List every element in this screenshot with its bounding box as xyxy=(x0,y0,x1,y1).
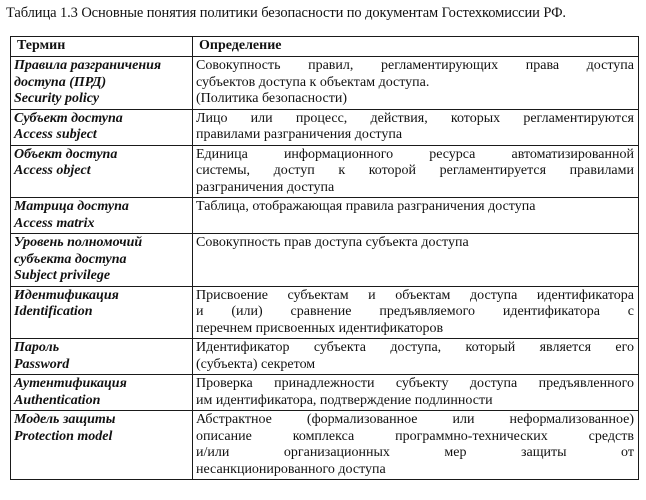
header-definition: Определение xyxy=(193,37,639,57)
definition-line: правилами разграничения доступа xyxy=(196,127,403,142)
definition-line: перечнем присвоенных идентификаторов xyxy=(196,320,444,336)
definition-cell xyxy=(193,145,639,198)
term-line: Пароль xyxy=(14,340,60,355)
definition-cell xyxy=(193,375,639,411)
definition-line: и/или организационных мер защиты от xyxy=(196,445,634,460)
table-row xyxy=(11,339,639,375)
definition-line: разграничения доступа xyxy=(196,179,335,195)
definition-line: им идентификатора, подтверждение подлинности xyxy=(196,392,493,408)
definition-line: Присвоение субъектам и объектам доступа идентификатора xyxy=(196,287,634,303)
table-caption: Таблица 1.3 Основные понятия политики безопасности по документам Гостехкомиссии РФ. xyxy=(6,5,566,21)
term-cell xyxy=(11,145,193,198)
definition-cell xyxy=(193,57,639,110)
definition-line: описание комплекса программно-технических средств xyxy=(196,428,634,444)
definition-line: Единица информационного ресурса автоматизированной xyxy=(196,146,634,162)
term-line: доступа (ПРД) xyxy=(14,74,107,90)
term-line: Protection model xyxy=(14,428,113,444)
term-cell xyxy=(11,286,193,339)
table-body xyxy=(11,57,639,480)
term-line: Субъект доступа xyxy=(14,110,123,126)
table-row xyxy=(11,375,639,411)
terms-table xyxy=(10,36,639,480)
term-line: Объект доступа xyxy=(14,146,118,162)
header-term: Термин xyxy=(11,37,193,57)
definition-cell xyxy=(193,286,639,339)
term-cell xyxy=(11,109,193,145)
definition-cell xyxy=(193,339,639,375)
definition-cell xyxy=(193,234,639,287)
term-line: Identification xyxy=(14,304,93,319)
definition-line: Совокупность правил, регламентирующих права доступа xyxy=(196,58,634,73)
definition-cell xyxy=(193,198,639,234)
term-cell xyxy=(11,57,193,110)
term-line: Матрица доступа xyxy=(14,199,129,214)
definition-line: несанкционированного доступа xyxy=(196,461,386,477)
term-line: субъекта доступа xyxy=(14,251,127,267)
table-row xyxy=(11,145,639,198)
term-line: Access object xyxy=(14,163,91,178)
term-cell xyxy=(11,411,193,480)
table-row xyxy=(11,198,639,234)
term-line: Security policy xyxy=(14,91,100,106)
definition-line: субъектов доступа к объектам доступа. xyxy=(196,74,430,90)
definition-cell xyxy=(193,109,639,145)
term-cell xyxy=(11,198,193,234)
definition-line: (Политика безопасности) xyxy=(196,91,347,106)
definition-line: Проверка принадлежности субъекту доступа предъявленного xyxy=(196,376,634,391)
term-cell xyxy=(11,375,193,411)
table-header-row xyxy=(11,37,639,57)
table-row xyxy=(11,411,639,480)
term-line: Уровень полномочий xyxy=(14,235,143,250)
term-line: Идентификация xyxy=(14,287,119,303)
table-row xyxy=(11,286,639,339)
definition-line: и (или) сравнение предъявляемого идентификатора с xyxy=(196,304,634,319)
term-cell xyxy=(11,234,193,287)
table-row xyxy=(11,57,639,110)
definition-line: Идентификатор субъекта доступа, который является его xyxy=(196,340,634,355)
term-line: Authentication xyxy=(14,392,101,408)
term-line: Аутентификация xyxy=(14,376,127,391)
table-row xyxy=(11,234,639,287)
definition-line: Совокупность прав доступа субъекта доступа xyxy=(196,235,469,250)
term-line: Access subject xyxy=(14,127,97,142)
definition-cell xyxy=(193,411,639,480)
term-line: Password xyxy=(14,356,70,372)
table-row xyxy=(11,109,639,145)
definition-line: Лицо или процесс, действия, которых регламентируются xyxy=(196,110,634,126)
definition-line: Таблица, отображающая правила разграничения доступа xyxy=(196,199,536,214)
term-cell xyxy=(11,339,193,375)
term-line: Модель защиты xyxy=(14,412,116,427)
definition-line: (субъекта) секретом xyxy=(196,356,316,372)
term-line: Access matrix xyxy=(14,215,95,231)
definition-line: системы, доступ к которой регламентируется правилами xyxy=(196,163,634,178)
term-line: Правила разграничения xyxy=(14,58,162,73)
definition-line: Абстрактное (формализованное или неформализованное) xyxy=(196,412,634,427)
term-line: Subject privilege xyxy=(14,268,111,283)
